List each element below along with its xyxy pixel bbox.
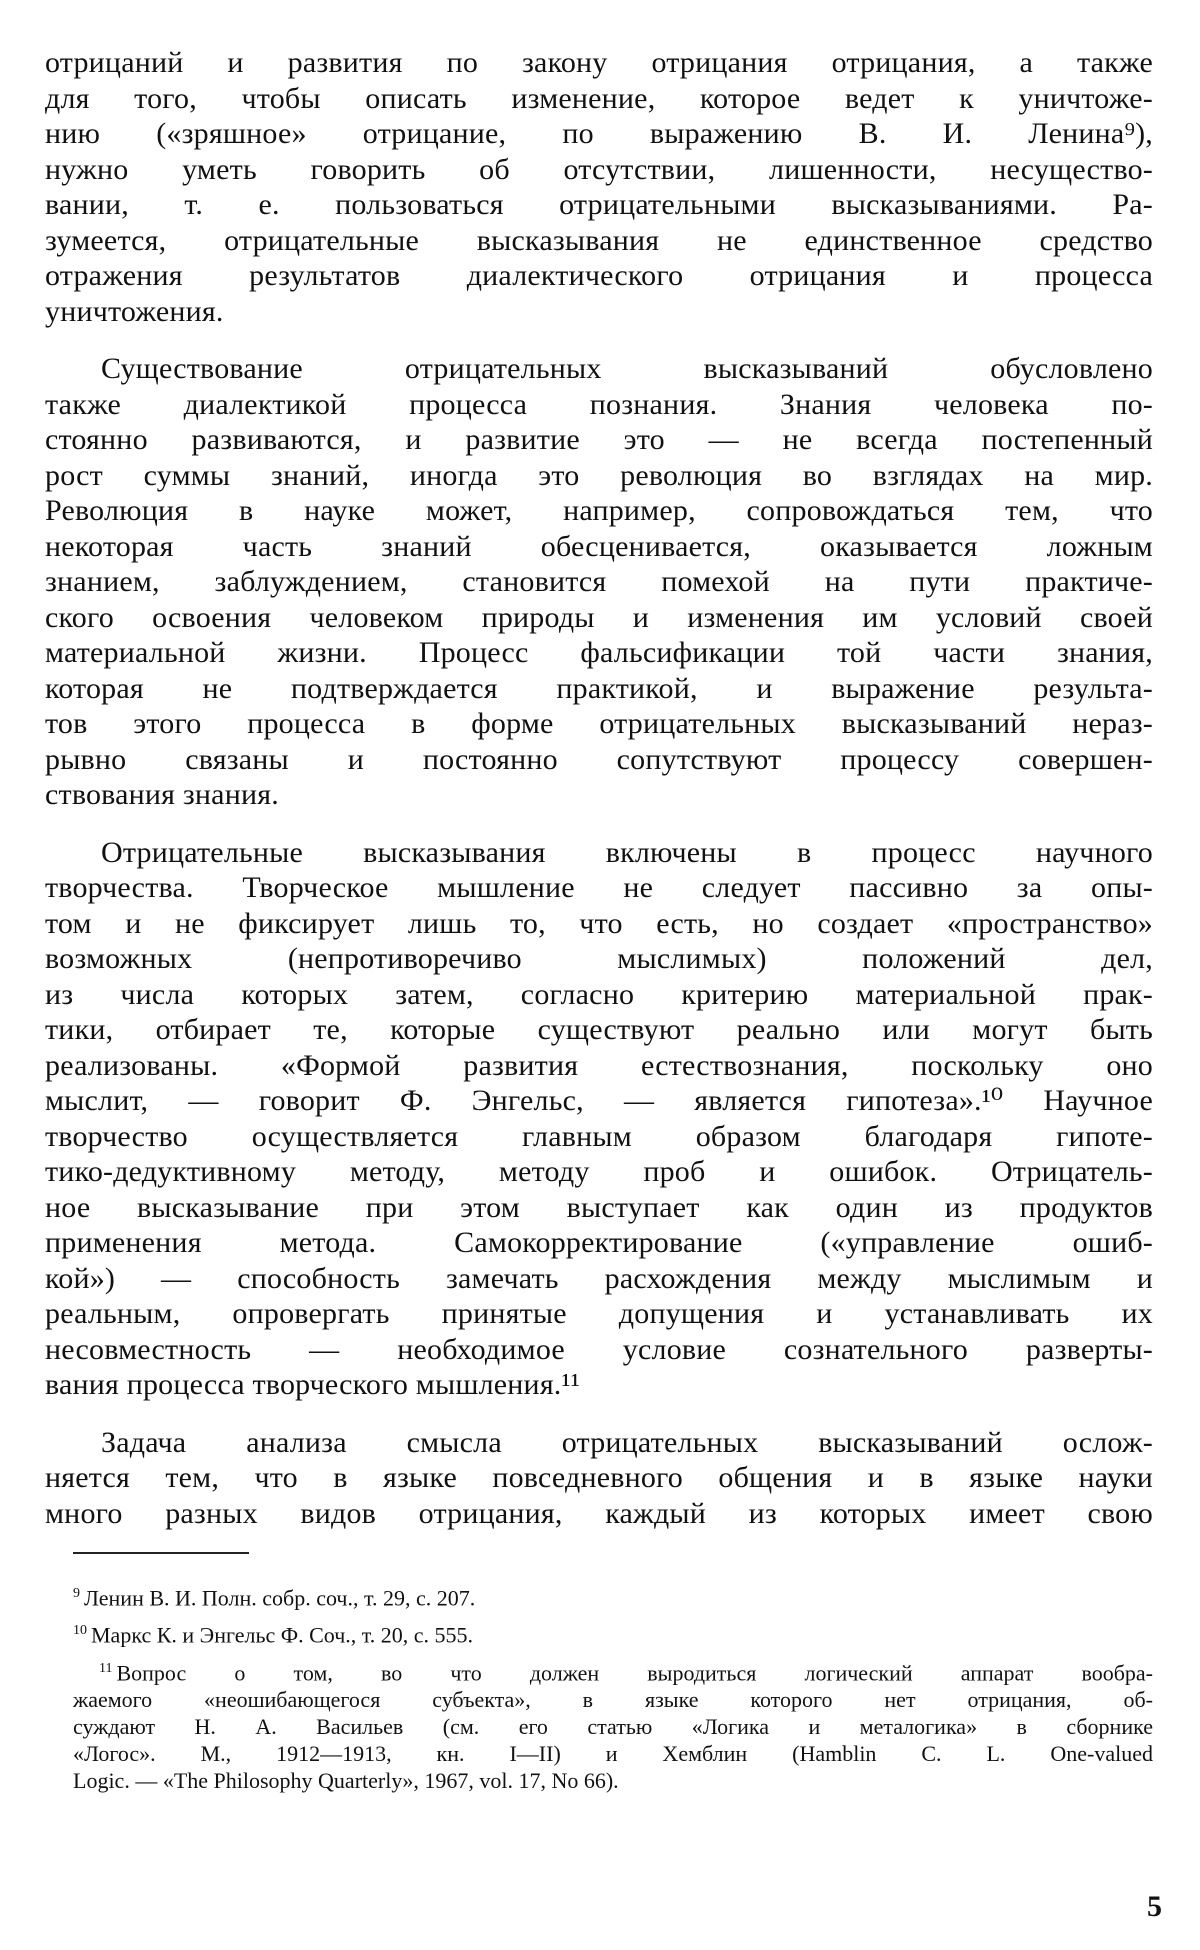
text-line: тики, отбирает те, которые существуют реально или могут быть xyxy=(45,1013,1153,1046)
footnote-11 xyxy=(73,1655,1153,1794)
text-line: знанием, заблуждением, становится помехой на пути практиче- xyxy=(45,565,1153,598)
text-line: нужно уметь говорить об отсутствии, лишенности, несущество- xyxy=(45,152,1153,186)
text-line: рывно связаны и постоянно сопутствуют процессу совершен- xyxy=(45,742,1153,776)
footnote-text: Вопрос о том, во что должен выродиться логический аппарат вообра- xyxy=(116,1659,1153,1685)
footnote-9 xyxy=(73,1580,1153,1611)
text-line: также диалектикой процесса познания. Знания человека по- xyxy=(45,387,1153,421)
paragraph-3 xyxy=(45,835,1153,1403)
text-line: кой») — способность замечать расхождения между мыслимым и xyxy=(45,1261,1153,1295)
page-body xyxy=(45,45,1153,1531)
text-line: мыслит, — говорит Ф. Энгельс, — является гипотеза».¹⁰ Научное xyxy=(45,1084,1153,1117)
text-line: ное высказывание при этом выступает как один из продуктов xyxy=(45,1190,1153,1224)
text-line: возможных (непротиворечиво мыслимых) положений дел, xyxy=(45,942,1153,975)
text-line: Отрицательные высказывания включены в процесс научного xyxy=(101,835,1153,869)
text-line: отражения результатов диалектического отрицания и процесса xyxy=(45,259,1153,292)
footnote-text: Маркс К. и Энгельс Ф. Соч., т. 20, с. 555. xyxy=(91,1622,474,1648)
text-line: несовместность — необходимое условие сознательного разверты- xyxy=(45,1332,1153,1366)
text-line: стоянно развиваются, и развитие это — не всегда постепенный xyxy=(45,423,1153,456)
text-line: некоторая часть знаний обесценивается, оказывается ложным xyxy=(45,529,1153,563)
text-line: применения метода. Самокорректирование («управление ошиб- xyxy=(45,1226,1153,1259)
text-line: нию («зряшное» отрицание, по выражению В. И. Ленина⁹), xyxy=(45,117,1153,150)
footnote-10 xyxy=(73,1617,1153,1648)
footnote-number: 9 xyxy=(73,1586,80,1601)
footnote-text: Logic. — «The Philosophy Quarterly», 1967, vol. 17, No 66). xyxy=(73,1767,619,1793)
text-line: том и не фиксирует лишь то, что есть, но создает «пространство» xyxy=(45,906,1153,940)
text-line: которая не подтверждается практикой, и выражение результа- xyxy=(45,671,1153,705)
text-line: уничтожения. xyxy=(45,294,224,328)
text-line: ского освоения человеком природы и изменения им условий своей xyxy=(45,600,1153,634)
text-line: для того, чтобы описать изменение, которое ведет к уничтоже- xyxy=(45,81,1153,115)
text-line: из числа которых затем, согласно критерию материальной прак- xyxy=(45,977,1153,1011)
text-line: вания процесса творческого мышления.¹¹ xyxy=(45,1368,580,1401)
text-line: няется тем, что в языке повседневного общения и в языке науки xyxy=(45,1461,1153,1494)
footnote-divider xyxy=(73,1552,249,1554)
text-line: материальной жизни. Процесс фальсификации той части знания, xyxy=(45,636,1153,669)
text-line: вании, т. е. пользоваться отрицательными высказываниями. Ра- xyxy=(45,188,1153,221)
paragraph-1 xyxy=(45,45,1153,329)
footnotes xyxy=(73,1580,1153,1800)
paragraph-2 xyxy=(45,351,1153,813)
text-line: реализованы. «Формой развития естествознания, поскольку оно xyxy=(45,1048,1153,1082)
text-line: много разных видов отрицания, каждый из которых имеет свою xyxy=(45,1496,1153,1530)
footnote-text: «Логос». М., 1912—1913, кн. I—II) и Хемблин (Hamblin C. L. One-valued xyxy=(73,1740,1153,1766)
paragraph-4 xyxy=(45,1425,1153,1532)
page-number: 5 xyxy=(1147,1890,1162,1923)
text-line: творчество осуществляется главным образом благодаря гипоте- xyxy=(45,1119,1153,1153)
footnote-number: 11 xyxy=(99,1660,113,1676)
footnote-text: жаемого «неошибающегося субъекта», в языке которого нет отрицания, об- xyxy=(73,1686,1153,1712)
text-line: тов этого процесса в форме отрицательных высказываний нераз- xyxy=(45,707,1153,740)
text-line: Задача анализа смысла отрицательных высказываний ослож- xyxy=(101,1425,1153,1459)
footnote-text: Ленин В. И. Полн. собр. соч., т. 29, с. 207. xyxy=(84,1585,476,1611)
text-line: ствования знания. xyxy=(45,778,279,811)
text-line: рост суммы знаний, иногда это революция во взглядах на мир. xyxy=(45,458,1153,492)
text-line: отрицаний и развития по закону отрицания отрицания, а также xyxy=(45,46,1153,79)
text-line: Революция в науке может, например, сопровождаться тем, что xyxy=(45,494,1153,527)
footnote-number: 10 xyxy=(73,1623,87,1639)
text-line: творчества. Творческое мышление не следует пассивно за опы- xyxy=(45,871,1153,904)
footnote-text: суждают Н. А. Васильев (см. его статью «Логика и металогика» в сборнике xyxy=(73,1713,1153,1739)
text-line: реальным, опровергать принятые допущения и устанавливать их xyxy=(45,1297,1153,1330)
text-line: тико-дедуктивному методу, методу проб и ошибок. Отрицатель- xyxy=(45,1155,1153,1188)
text-line: зумеется, отрицательные высказывания не единственное средство xyxy=(45,223,1153,257)
text-line: Существование отрицательных высказываний обусловлено xyxy=(101,352,1153,385)
